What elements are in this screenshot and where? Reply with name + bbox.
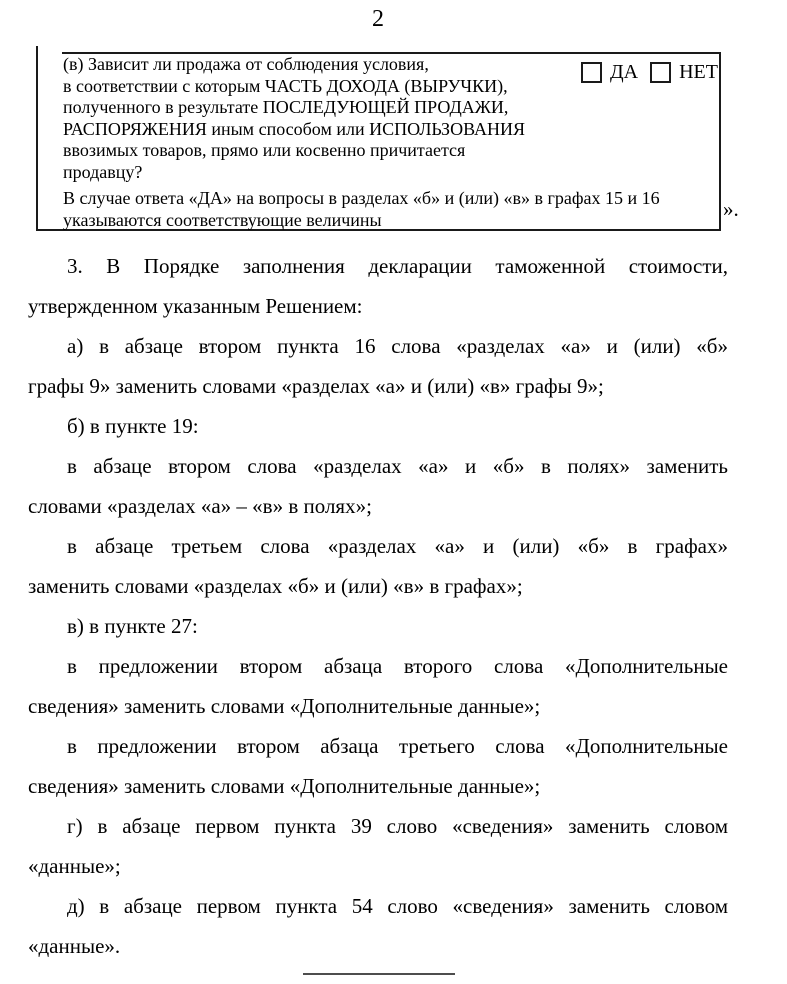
question-line: продавцу? bbox=[63, 161, 143, 182]
body-line: г) в абзаце первом пункта 39 слово «сведения» заменить словом bbox=[67, 814, 728, 838]
body-line: словами «разделах «а» – «в» в полях»; bbox=[28, 494, 372, 518]
paragraph bbox=[28, 406, 728, 446]
yes-checkbox[interactable] bbox=[581, 62, 602, 83]
note-line: указываются соответствующие величины bbox=[63, 209, 382, 230]
body-line: в предложении втором абзаца третьего слова «Дополнительные bbox=[67, 734, 728, 758]
paragraph bbox=[28, 726, 728, 806]
body-line: графы 9» заменить словами «разделах «а» и (или) «в» графы 9»; bbox=[28, 374, 604, 398]
body-line: д) в абзаце первом пункта 54 слово «сведения» заменить словом bbox=[67, 894, 728, 918]
paragraph bbox=[28, 886, 728, 966]
no-checkbox[interactable] bbox=[650, 62, 671, 83]
body-line: 3. В Порядке заполнения декларации таможенной стоимости, bbox=[67, 254, 728, 278]
yes-checkbox-label: ДА bbox=[610, 61, 639, 83]
body-line: сведения» заменить словами «Дополнительные данные»; bbox=[28, 774, 541, 798]
body-line: в абзаце втором слова «разделах «а» и «б» в полях» заменить bbox=[67, 454, 728, 478]
answer-options bbox=[581, 62, 730, 83]
page-number: 2 bbox=[372, 6, 384, 32]
question-line: РАСПОРЯЖЕНИЯ иным способом или ИСПОЛЬЗОВАНИЯ bbox=[63, 118, 525, 139]
note-text bbox=[63, 188, 713, 231]
body-line: а) в абзаце втором пункта 16 слова «разделах «а» и (или) «б» bbox=[67, 334, 728, 358]
no-checkbox-label: НЕТ bbox=[679, 61, 718, 83]
paragraph bbox=[28, 326, 728, 406]
paragraph bbox=[28, 526, 728, 606]
body-line: в предложении втором абзаца второго слова «Дополнительные bbox=[67, 654, 728, 678]
closing-quote-mark: ». bbox=[723, 197, 739, 221]
body-line: утвержденном указанным Решением: bbox=[28, 294, 363, 318]
question-line: ввозимых товаров, прямо или косвенно причитается bbox=[63, 140, 466, 160]
paragraph bbox=[28, 646, 728, 726]
question-text bbox=[63, 54, 578, 183]
paragraph bbox=[28, 606, 728, 646]
body-line: в) в пункте 27: bbox=[67, 614, 198, 638]
body-text bbox=[28, 246, 728, 966]
question-line: в соответствии с которым ЧАСТЬ ДОХОДА (ВЫРУЧКИ), bbox=[63, 75, 508, 96]
body-line: б) в пункте 19: bbox=[67, 414, 199, 438]
paragraph bbox=[28, 806, 728, 886]
paragraph bbox=[28, 446, 728, 526]
note-line: В случае ответа «ДА» на вопросы в разделах «б» и (или) «в» в графах 15 и 16 bbox=[63, 188, 660, 208]
question-line: полученного в результате ПОСЛЕДУЮЩЕЙ ПРОДАЖИ, bbox=[63, 97, 509, 117]
box-border-left bbox=[36, 46, 38, 231]
body-line: «данные»; bbox=[28, 854, 121, 878]
body-line: в абзаце третьем слова «разделах «а» и (или) «б» в графах» bbox=[67, 534, 728, 558]
body-line: сведения» заменить словами «Дополнительные данные»; bbox=[28, 694, 541, 718]
end-rule bbox=[303, 973, 455, 975]
body-line: заменить словами «разделах «б» и (или) «в» в графах»; bbox=[28, 574, 523, 598]
question-line: (в) Зависит ли продажа от соблюдения условия, bbox=[63, 54, 429, 74]
body-line: «данные». bbox=[28, 934, 121, 958]
paragraph bbox=[28, 246, 728, 326]
